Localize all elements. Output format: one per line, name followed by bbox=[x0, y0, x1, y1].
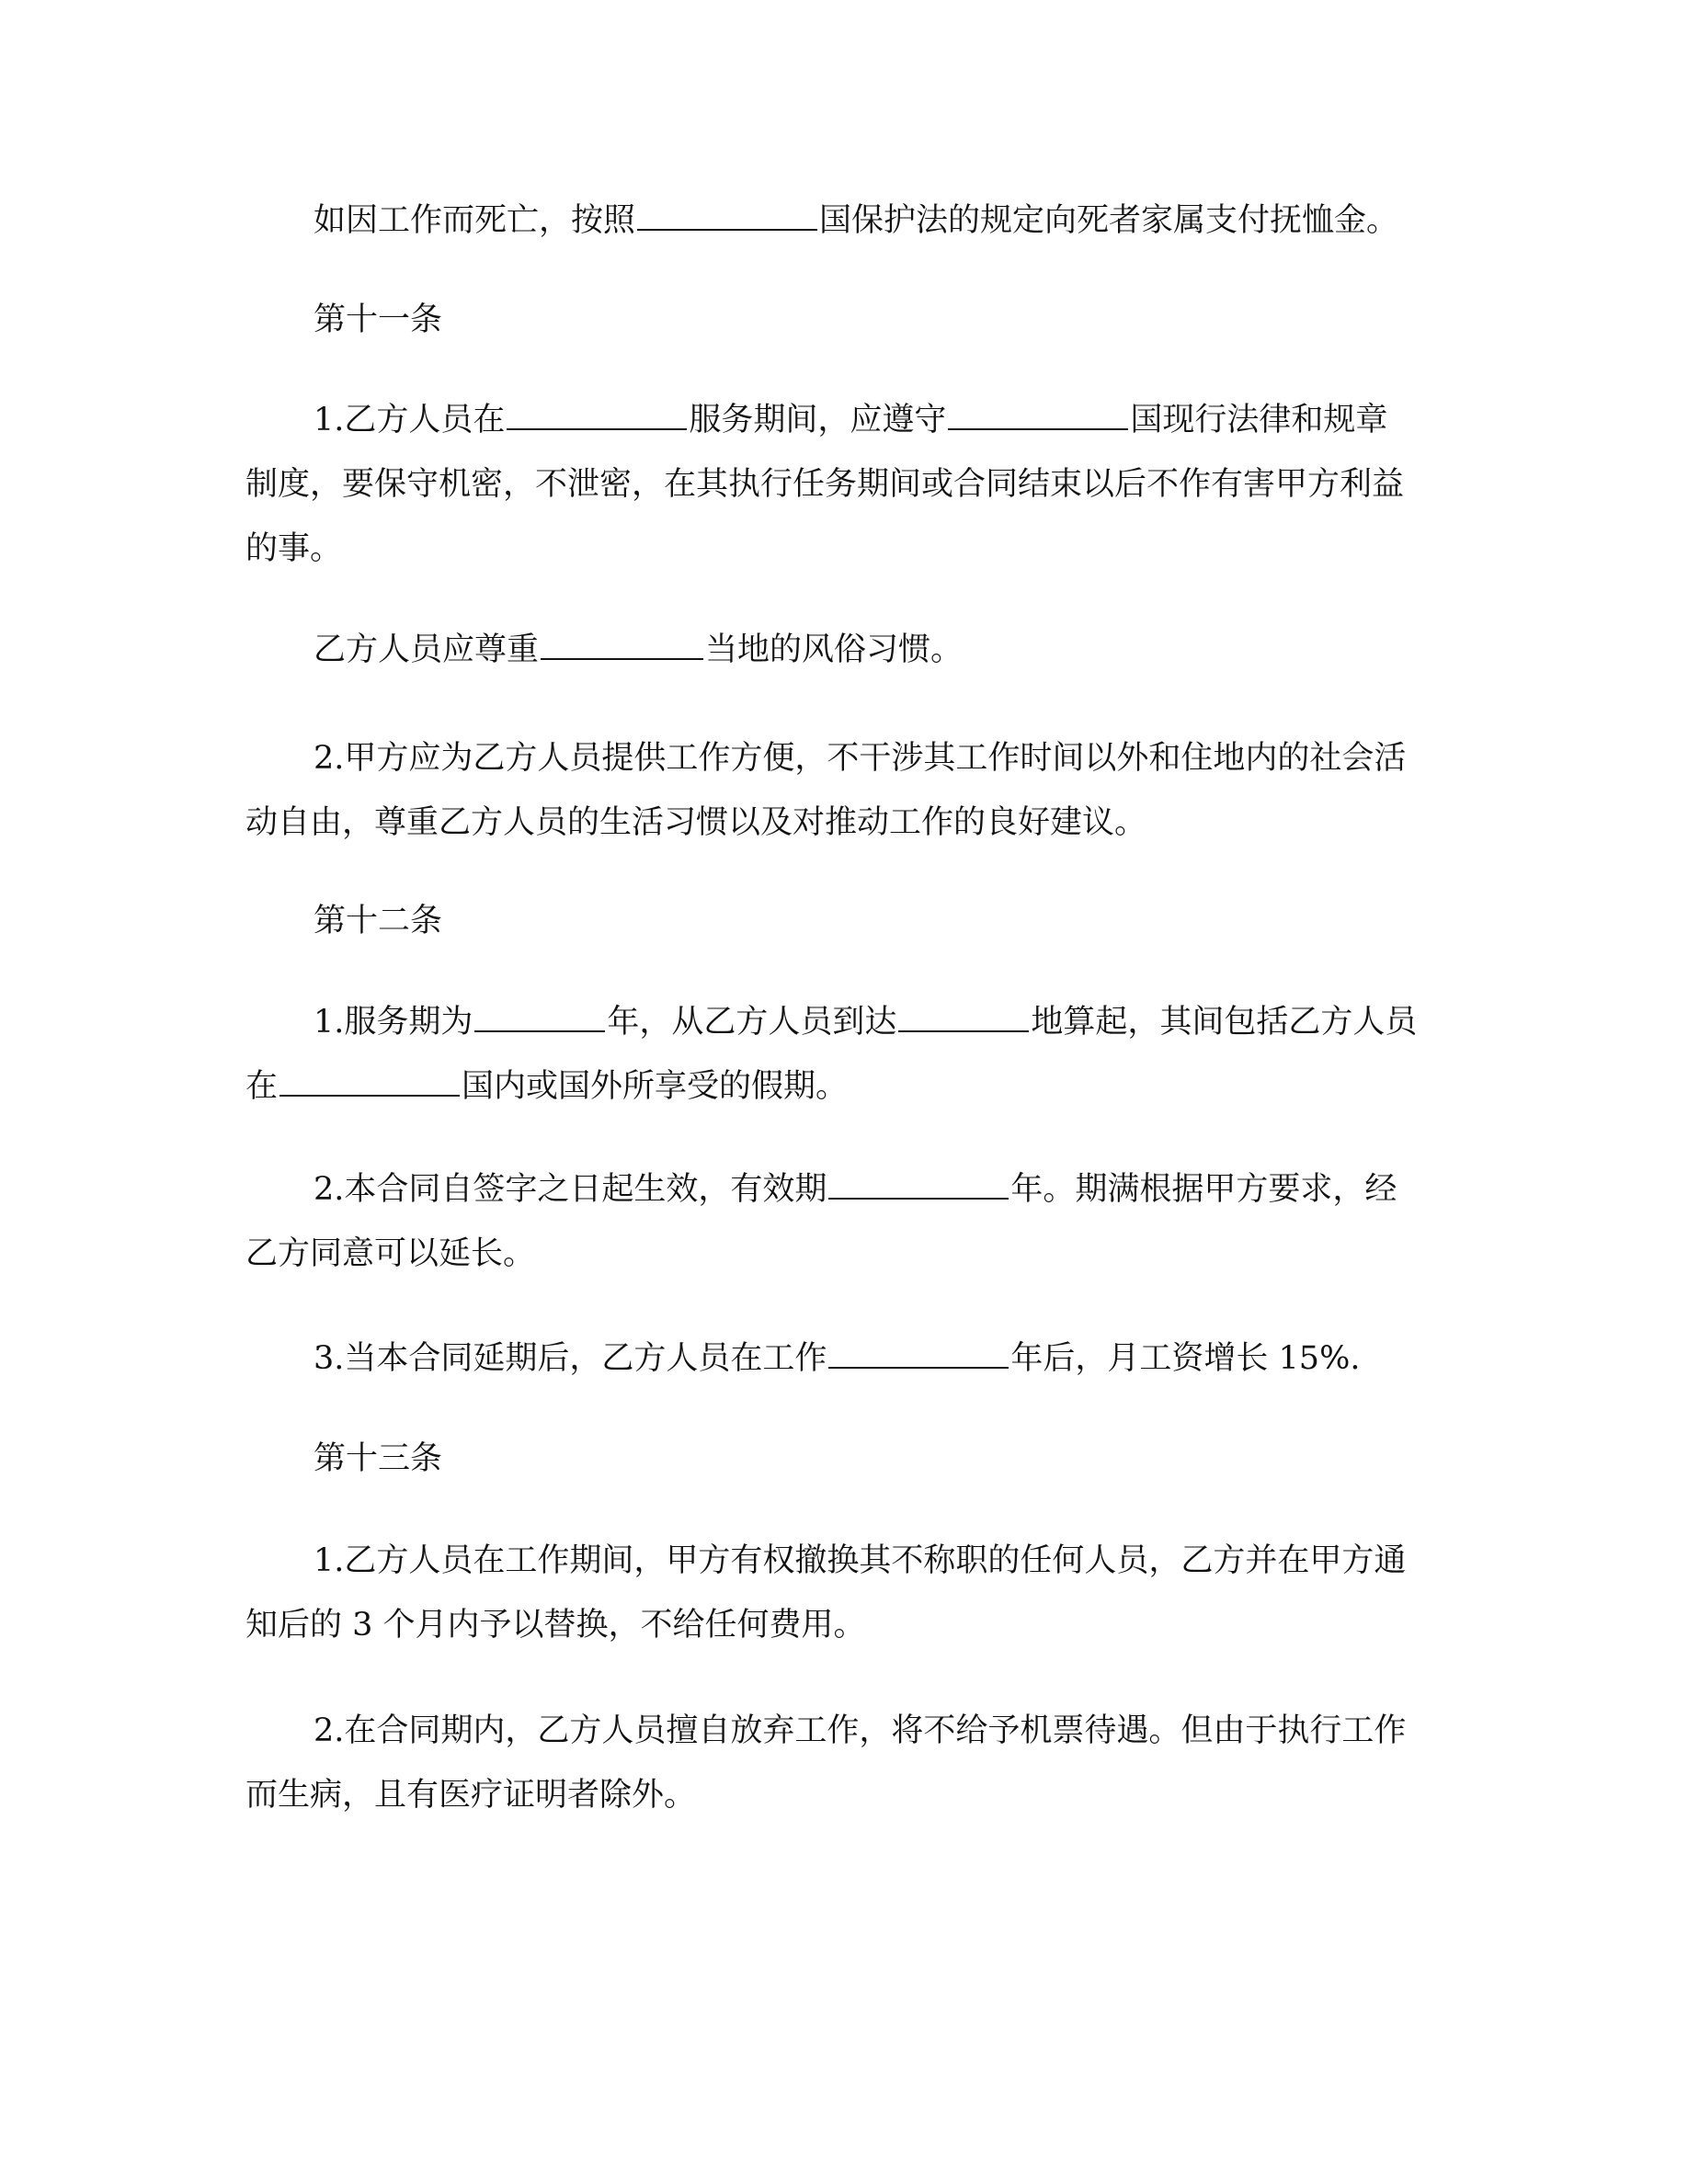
article-11-heading bbox=[245, 288, 1441, 352]
blank-field[interactable] bbox=[474, 1029, 605, 1032]
text-fragment: 国现行法律和规章 bbox=[1130, 402, 1388, 438]
blank-field[interactable] bbox=[828, 1366, 1009, 1369]
article-12-item-1-line-1 bbox=[245, 990, 1441, 1054]
blank-field[interactable] bbox=[637, 228, 817, 231]
text-line: 的事。 bbox=[245, 530, 343, 567]
article-11-customs bbox=[245, 618, 1441, 682]
text-fragment: 年，从乙方人员到达 bbox=[607, 1004, 897, 1041]
text-fragment: 年后，月工资增长 15%. bbox=[1010, 1340, 1361, 1377]
text-line: 动自由，尊重乙方人员的生活习惯以及对推动工作的良好建议。 bbox=[245, 804, 1147, 841]
heading-text: 第十三条 bbox=[314, 1440, 443, 1477]
article-12-item-2-line-2 bbox=[245, 1222, 1441, 1286]
text-fragment: 2.本合同自签字之日起生效，有效期 bbox=[314, 1171, 827, 1208]
article-11-item-1-line-3 bbox=[245, 517, 1441, 581]
text-fragment: 1.服务期为 bbox=[314, 1004, 473, 1041]
blank-field[interactable] bbox=[828, 1197, 1009, 1200]
text-fragment: 国内或国外所享受的假期。 bbox=[462, 1068, 849, 1105]
text-fragment: 1.乙方人员在 bbox=[314, 402, 506, 438]
heading-text: 第十一条 bbox=[314, 301, 443, 338]
article-13-item-1-line-1 bbox=[245, 1529, 1441, 1593]
text-line: 而生病，且有医疗证明者除外。 bbox=[245, 1777, 697, 1814]
article-13-item-2-line-2 bbox=[245, 1763, 1441, 1827]
article-13-heading bbox=[245, 1427, 1441, 1491]
text-line: 1.乙方人员在工作期间，甲方有权撤换其不称职的任何人员，乙方并在甲方通 bbox=[314, 1542, 1407, 1579]
article-11-item-2-line-2 bbox=[245, 791, 1441, 855]
text-line: 知后的 3 个月内予以替换，不给任何费用。 bbox=[245, 1607, 866, 1644]
text-fragment: 当地的风俗习惯。 bbox=[705, 631, 964, 668]
blank-field[interactable] bbox=[898, 1029, 1029, 1032]
text-fragment: 国保护法的规定向死者家属支付抚恤金。 bbox=[819, 202, 1399, 239]
text-fragment: 年。期满根据甲方要求，经 bbox=[1010, 1171, 1397, 1208]
heading-text: 第十二条 bbox=[314, 903, 443, 939]
text-line: 乙方同意可以延长。 bbox=[245, 1235, 536, 1272]
blank-field[interactable] bbox=[279, 1094, 460, 1097]
blank-field[interactable] bbox=[507, 427, 687, 430]
text-fragment: 3.当本合同延期后，乙方人员在工作 bbox=[314, 1340, 827, 1377]
article-11-item-1-line-1 bbox=[245, 388, 1441, 452]
article-12-item-2-line-1 bbox=[245, 1157, 1441, 1222]
text-fragment: 如因工作而死亡，按照 bbox=[314, 202, 636, 239]
paragraph-death-compensation bbox=[245, 188, 1441, 253]
text-line: 制度，要保守机密，不泄密，在其执行任务期间或合同结束以后不作有害甲方利益 bbox=[245, 466, 1405, 503]
article-12-item-1-line-2 bbox=[245, 1054, 1441, 1119]
text-fragment: 服务期间，应遵守 bbox=[689, 402, 947, 438]
article-11-item-1-line-2 bbox=[245, 452, 1441, 517]
article-11-item-2-line-1 bbox=[245, 726, 1441, 791]
blank-field[interactable] bbox=[948, 427, 1128, 430]
text-line: 2.在合同期内，乙方人员擅自放弃工作，将不给予机票待遇。但由于执行工作 bbox=[314, 1712, 1407, 1749]
text-fragment: 乙方人员应尊重 bbox=[314, 631, 540, 668]
text-fragment: 在 bbox=[245, 1068, 279, 1105]
text-line: 2.甲方应为乙方人员提供工作方便，不干涉其工作时间以外和住地内的社会活 bbox=[314, 740, 1407, 777]
article-12-heading bbox=[245, 889, 1441, 953]
text-fragment: 地算起，其间包括乙方人员 bbox=[1031, 1004, 1418, 1041]
blank-field[interactable] bbox=[541, 657, 703, 660]
article-13-item-1-line-2 bbox=[245, 1593, 1441, 1657]
article-12-item-3 bbox=[245, 1326, 1441, 1391]
article-13-item-2-line-1 bbox=[245, 1699, 1441, 1763]
